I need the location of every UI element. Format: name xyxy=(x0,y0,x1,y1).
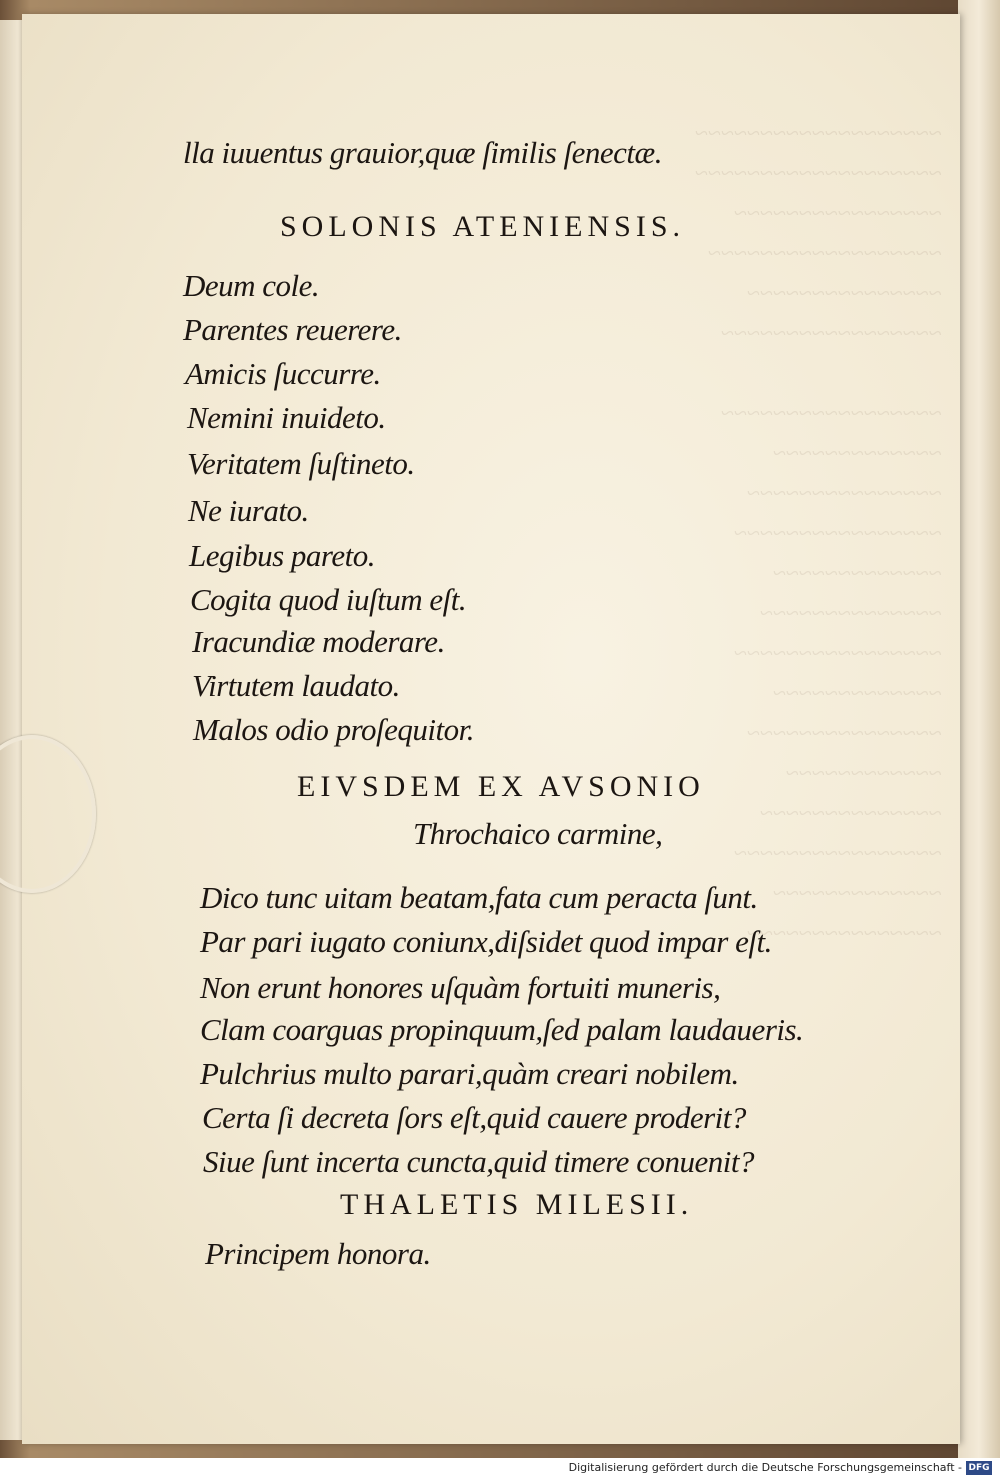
funding-credit: Digitalisierung gefördert durch die Deutsche Forschungsgemeinschaft - xyxy=(568,1461,962,1474)
maxim-line: Virtutem laudato. xyxy=(192,668,400,703)
verse-line: Clam coarguas propinquum,ſed palam laudaueris. xyxy=(200,1012,804,1047)
verse-line: Siue ſunt incerta cuncta,quid timere conuenit? xyxy=(203,1144,754,1179)
maxim-line: Iracundiæ moderare. xyxy=(192,624,445,659)
page-edge-right xyxy=(958,0,1000,1460)
heading-thales: THALETIS MILESII. xyxy=(340,1188,694,1221)
footer-bar xyxy=(0,1458,1000,1479)
heading-solon: SOLONIS ATENIENSIS. xyxy=(280,210,686,243)
maxim-line: Nemini inuideto. xyxy=(187,400,386,435)
verse-line: Certa ſi decreta ſors eſt,quid cauere proderit? xyxy=(202,1100,746,1135)
verse-line: Pulchrius multo parari,quàm creari nobilem. xyxy=(200,1056,739,1091)
verse-line: Dico tunc uitam beatam,fata cum peracta ſunt. xyxy=(200,880,758,915)
maxim-line: Cogita quod iuſtum eſt. xyxy=(190,582,467,617)
maxim-line: Legibus pareto. xyxy=(189,538,375,573)
verse-line: Non erunt honores uſquàm fortuiti muneris, xyxy=(200,970,721,1005)
maxim-line: Principem honora. xyxy=(205,1236,431,1271)
maxim-line: Malos odio proſequitor. xyxy=(193,712,475,747)
show-through-texture: ~~~~~~~~~~~~~~~~~~~ ~~~~~~~~~~~~~~~~~~~ ~~~~~~~~~~~~~~~~ ~~~~~~~~~~~~~~~~~~ ~~~~~~~~~~~~~~~ ~~~~~~~~~~~~~~~~~ ~~~~~~~~~~~~~~~~~ ~~~~~~~~~~~~~ ~~~~~~~~~~~~~~~ ~~~~~~~~~~~~~~~~ ~~~~~~~~~~~~~ ~~~~~~~~~~~~~~ ~~~~~~~~~~~~~~~~ ~~~~~~~~~~~~~ ~~~~~~~~~~~~~~~ ~~~~~~~~~~~~ ~~~~~~~~~~~~~~ ~~~~~~~~~~~~~~~~ ~~~~~~~~~~~~~ ~~~~~~~~~~~~~~~ xyxy=(695,121,942,947)
maxim-line: Amicis ſuccurre. xyxy=(185,356,381,391)
maxim-line: Veritatem ſuſtineto. xyxy=(187,446,415,481)
maxim-line: Ne iurato. xyxy=(188,493,309,528)
text-line-top: lla iuuentus grauior,quæ ſimilis ſenectæ. xyxy=(183,135,662,170)
verse-line: Par pari iugato coniunx,diſsidet quod impar eſt. xyxy=(200,924,772,959)
maxim-line: Deum cole. xyxy=(183,268,320,303)
dfg-logo: DFG xyxy=(966,1461,992,1475)
subheading-ausonius: Throchaico carmine, xyxy=(413,816,663,851)
heading-ausonius: EIVSDEM EX AVSONIO xyxy=(297,770,705,803)
maxim-line: Parentes reuerere. xyxy=(183,312,402,347)
